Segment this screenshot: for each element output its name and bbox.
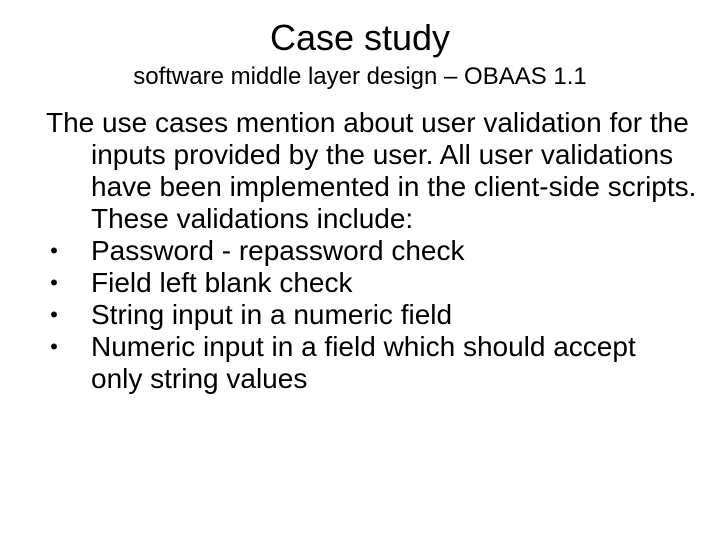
bullet-item <box>46 331 691 395</box>
bullet-list <box>46 235 706 395</box>
intro-paragraph: The use cases mention about user validation for the inputs provided by the user. All user validations have been implemented in the client-side scripts. These validations include: <box>46 107 697 234</box>
bullet-text: Password - repassword check <box>91 235 465 266</box>
bullet-icon: • <box>50 270 58 295</box>
slide-title: Case study <box>269 17 451 58</box>
slide-subtitle: software middle layer design – OBAAS 1.1 <box>133 63 587 90</box>
bullet-item <box>46 235 691 267</box>
bullet-icon: • <box>50 302 58 327</box>
bullet-text: Field left blank check <box>91 267 353 298</box>
bullet-icon: • <box>50 334 58 359</box>
bullet-item <box>46 267 691 299</box>
bullet-text: Numeric input in a field which should accept only string values <box>91 331 636 394</box>
slide-body <box>46 107 706 395</box>
bullet-text: String input in a numeric field <box>91 299 453 330</box>
bullet-item <box>46 299 691 331</box>
bullet-icon: • <box>50 238 58 263</box>
